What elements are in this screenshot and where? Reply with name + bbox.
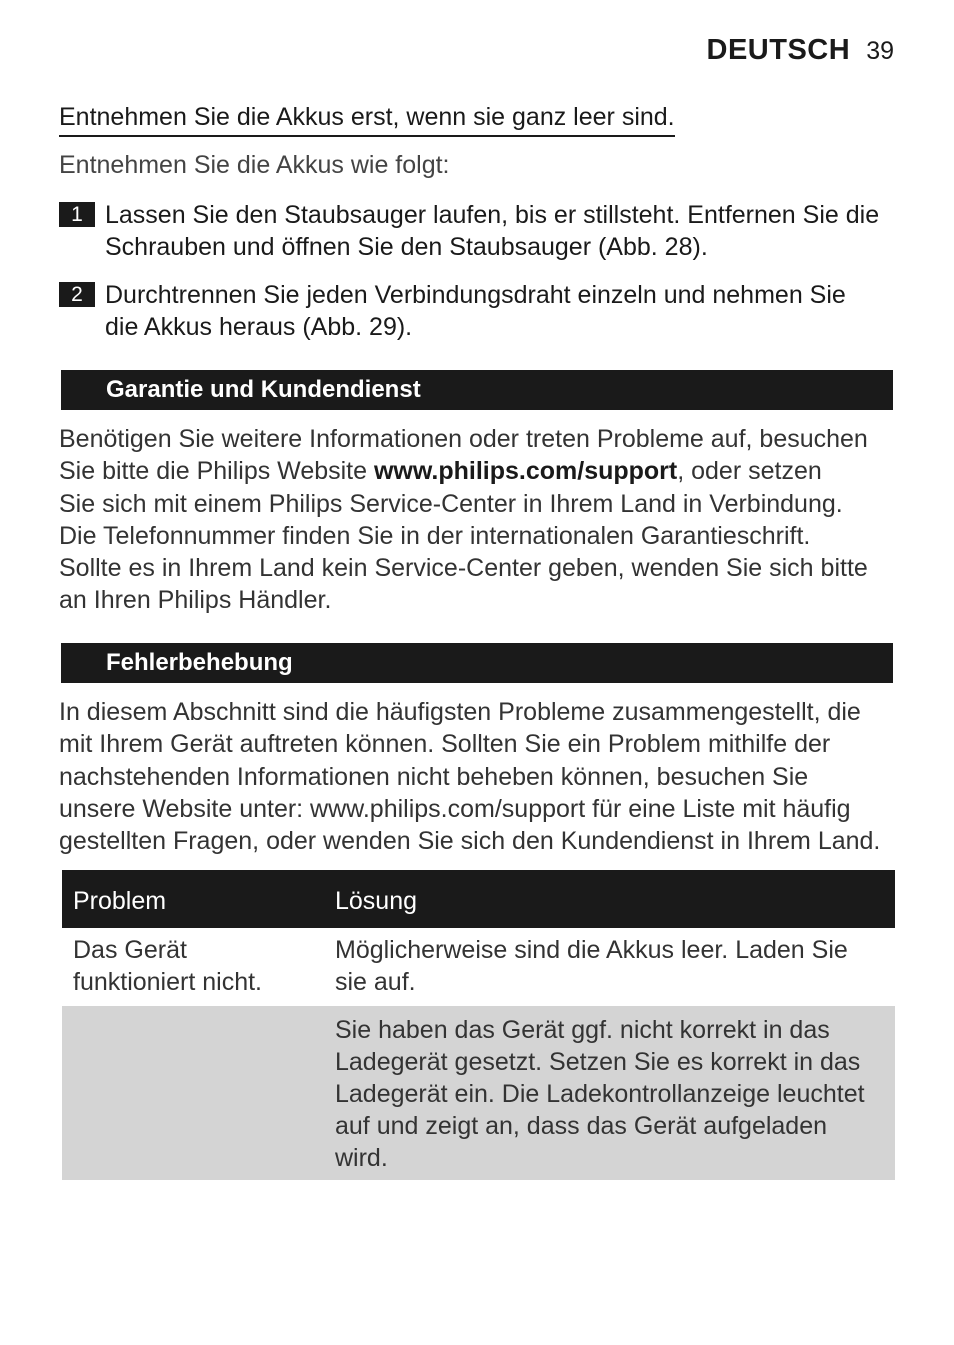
paragraph-line: Die Telefonnummer finden Sie in der internationalen Garantieschrift. (59, 521, 811, 550)
section-title-warranty: Garantie und Kundendienst (61, 370, 893, 410)
cell-line: funktioniert nicht. (73, 968, 262, 996)
solution-cell (335, 934, 895, 998)
page-number: 39 (866, 37, 894, 65)
step-number-badge: 1 (59, 202, 95, 227)
problem-cell (62, 1014, 335, 1174)
table-row (62, 1006, 895, 1180)
battery-removal-intro: Entnehmen Sie die Akkus wie folgt: (59, 151, 450, 179)
cell-line: Möglicherweise sind die Akkus leer. Laden Sie (335, 936, 848, 964)
warranty-paragraph (59, 423, 899, 617)
step-line: die Akkus heraus (Abb. 29). (105, 313, 413, 341)
troubleshooting-paragraph (59, 696, 899, 857)
problem-cell (62, 934, 335, 998)
table-row (62, 928, 895, 1006)
cell-line: Sie haben das Gerät ggf. nicht korrekt in das (335, 1016, 830, 1044)
cell-line: Ladegerät ein. Die Ladekontrollanzeige leuchtet (335, 1080, 865, 1108)
step-line: Lassen Sie den Staubsauger laufen, bis er stillsteht. Entfernen Sie die (105, 201, 880, 229)
cell-line: auf und zeigt an, dass das Gerät aufgeladen (335, 1112, 828, 1140)
step-line: Schrauben und öffnen Sie den Staubsauger (Abb. 28). (105, 233, 708, 261)
step-text (105, 279, 899, 343)
text-fragment: Sie bitte die Philips Website (59, 457, 374, 486)
cell-line: Ladegerät gesetzt. Setzen Sie es korrekt in das (335, 1048, 861, 1076)
paragraph-line: an Ihren Philips Händler. (59, 586, 332, 615)
paragraph-line: nachstehenden Informationen nicht beheben können, besuchen Sie (59, 762, 809, 791)
paragraph-line: mit Ihrem Gerät auftreten können. Sollten Sie ein Problem mithilfe der (59, 730, 831, 759)
solution-cell (335, 1014, 895, 1174)
page-header (707, 34, 894, 67)
cell-line: wird. (335, 1144, 388, 1172)
paragraph-line (59, 455, 899, 487)
paragraph-line: Sie sich mit einem Philips Service-Center in Ihrem Land in Verbindung. (59, 489, 843, 518)
step-1 (59, 199, 899, 263)
step-line: Durchtrennen Sie jeden Verbindungsdraht einzeln und nehmen Sie (105, 281, 846, 309)
table-header (62, 870, 895, 928)
text-fragment: , oder setzen (677, 457, 822, 486)
section-title-troubleshooting: Fehlerbehebung (61, 643, 893, 683)
cell-line: sie auf. (335, 968, 416, 996)
column-header-solution: Lösung (335, 887, 418, 915)
battery-removal-heading: Entnehmen Sie die Akkus erst, wenn sie ganz leer sind. (59, 103, 675, 137)
cell-line: Das Gerät (73, 936, 187, 964)
support-link[interactable]: www.philips.com/support (373, 457, 678, 486)
language-label: DEUTSCH (706, 34, 851, 66)
step-text (105, 199, 899, 263)
step-number-badge: 2 (59, 282, 95, 307)
paragraph-line: unsere Website unter: www.philips.com/support für eine Liste mit häufig (59, 794, 851, 823)
paragraph-line: gestellten Fragen, oder wenden Sie sich den Kundendienst in Ihrem Land. (59, 827, 881, 856)
paragraph-line: Benötigen Sie weitere Informationen oder treten Probleme auf, besuchen (59, 425, 868, 453)
troubleshooting-table (62, 870, 895, 1180)
column-header-problem: Problem (73, 887, 167, 915)
paragraph-line: In diesem Abschnitt sind die häufigsten Probleme zusammengestellt, die (59, 698, 861, 726)
step-2 (59, 279, 899, 343)
paragraph-line: Sollte es in Ihrem Land kein Service-Center geben, wenden Sie sich bitte (59, 554, 868, 583)
